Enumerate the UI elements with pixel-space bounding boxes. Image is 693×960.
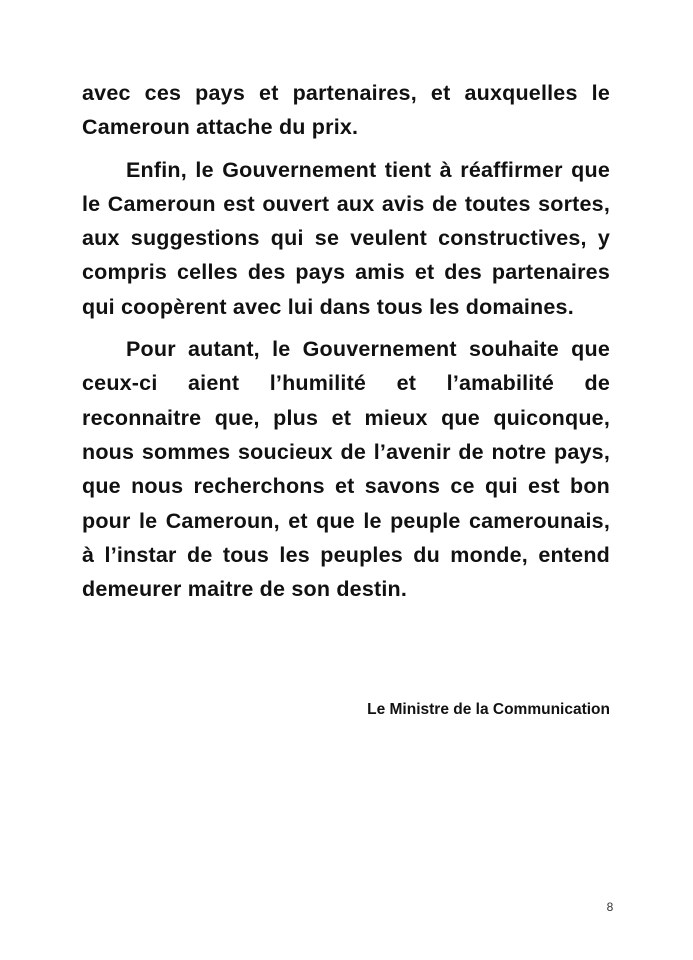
document-body <box>82 76 610 606</box>
paragraph-openness: Enfin, le Gouvernement tient à réaffirmer que le Cameroun est ouvert aux avis de toutes sortes, aux suggestions qui se veulent constructives, y compris celles des pays amis et des partenaires qui coopèrent avec lui dans tous les domaines. <box>82 157 610 319</box>
paragraph-sovereignty: Pour autant, le Gouvernement souhaite que ceux-ci aient l’humilité et l’amabilité de reconnaitre que, plus et mieux que quiconque, nous sommes soucieux de l’avenir de notre pays, que nous recherchons et savons ce qui est bon pour le Cameroun, et que le peuple camerounais, à l’instar de tous les peuples du monde, entend demeurer maitre de son destin. <box>82 337 610 602</box>
signature-line: Le Ministre de la Communication <box>367 701 610 718</box>
page-number: 8 <box>606 900 614 914</box>
paragraph-continuation: avec ces pays et partenaires, et auxquelles le Cameroun attache du prix. <box>82 81 610 140</box>
